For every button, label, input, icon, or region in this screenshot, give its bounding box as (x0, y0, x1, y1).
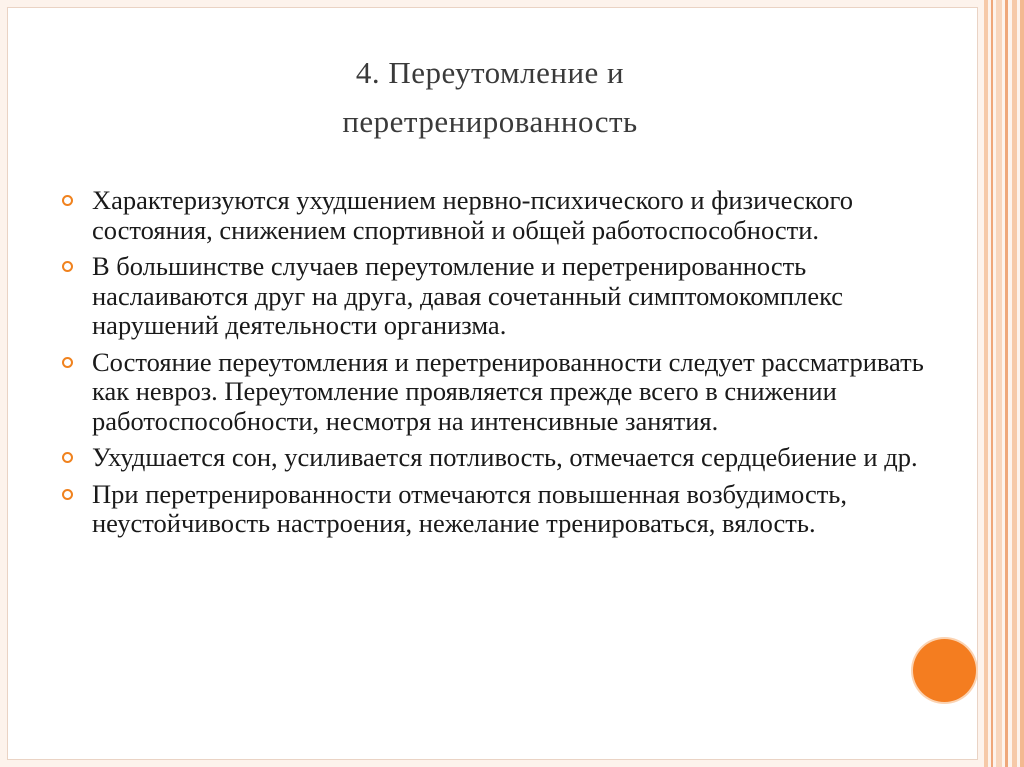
bullet-text: При перетренированности отмечаются повышенная возбудимость, неустойчивость настроения, нежелание тренироваться, вялость. (92, 478, 848, 538)
bullet-circle-icon (62, 357, 73, 368)
bullet-item (56, 443, 936, 473)
bullet-circle-icon (62, 489, 73, 500)
bullet-text: В большинстве случаев переутомление и перетренированность наслаиваются друг на друга, давая сочетанный симптомокомплекс нарушений деятельности организма. (92, 251, 844, 340)
bullet-text: Ухудшается сон, усиливается потливость, отмечается сердцебиение и др. (92, 442, 918, 472)
bullet-circle-icon (62, 195, 73, 206)
bullet-item (56, 348, 936, 437)
bullet-circle-icon (62, 452, 73, 463)
decorative-stripe (1012, 0, 1017, 767)
title-line-1: 4. Переутомление и (355, 55, 625, 90)
orange-circle-decoration (913, 639, 976, 702)
decorative-stripe (1020, 0, 1024, 767)
slide-title (180, 48, 800, 146)
bullet-circle-icon (62, 261, 73, 272)
bullet-text: Характеризуются ухудшением нервно-психического и физического состояния, снижением спортивной и общей работоспособности. (92, 185, 853, 245)
decorative-stripe (996, 0, 1002, 767)
decorative-stripe (1005, 0, 1008, 767)
bullet-list (56, 186, 936, 546)
title-line-2: перетренированность (342, 104, 638, 139)
decorative-stripe (984, 0, 988, 767)
decorative-stripe (991, 0, 993, 767)
bullet-item (56, 480, 936, 539)
bullet-item (56, 186, 936, 245)
bullet-text: Состояние переутомления и перетренированности следует рассматривать как невроз. Переутомление проявляется прежде всего в снижении работоспособности, несмотря на интенсивные занятия. (92, 346, 924, 436)
bullet-item (56, 252, 936, 341)
